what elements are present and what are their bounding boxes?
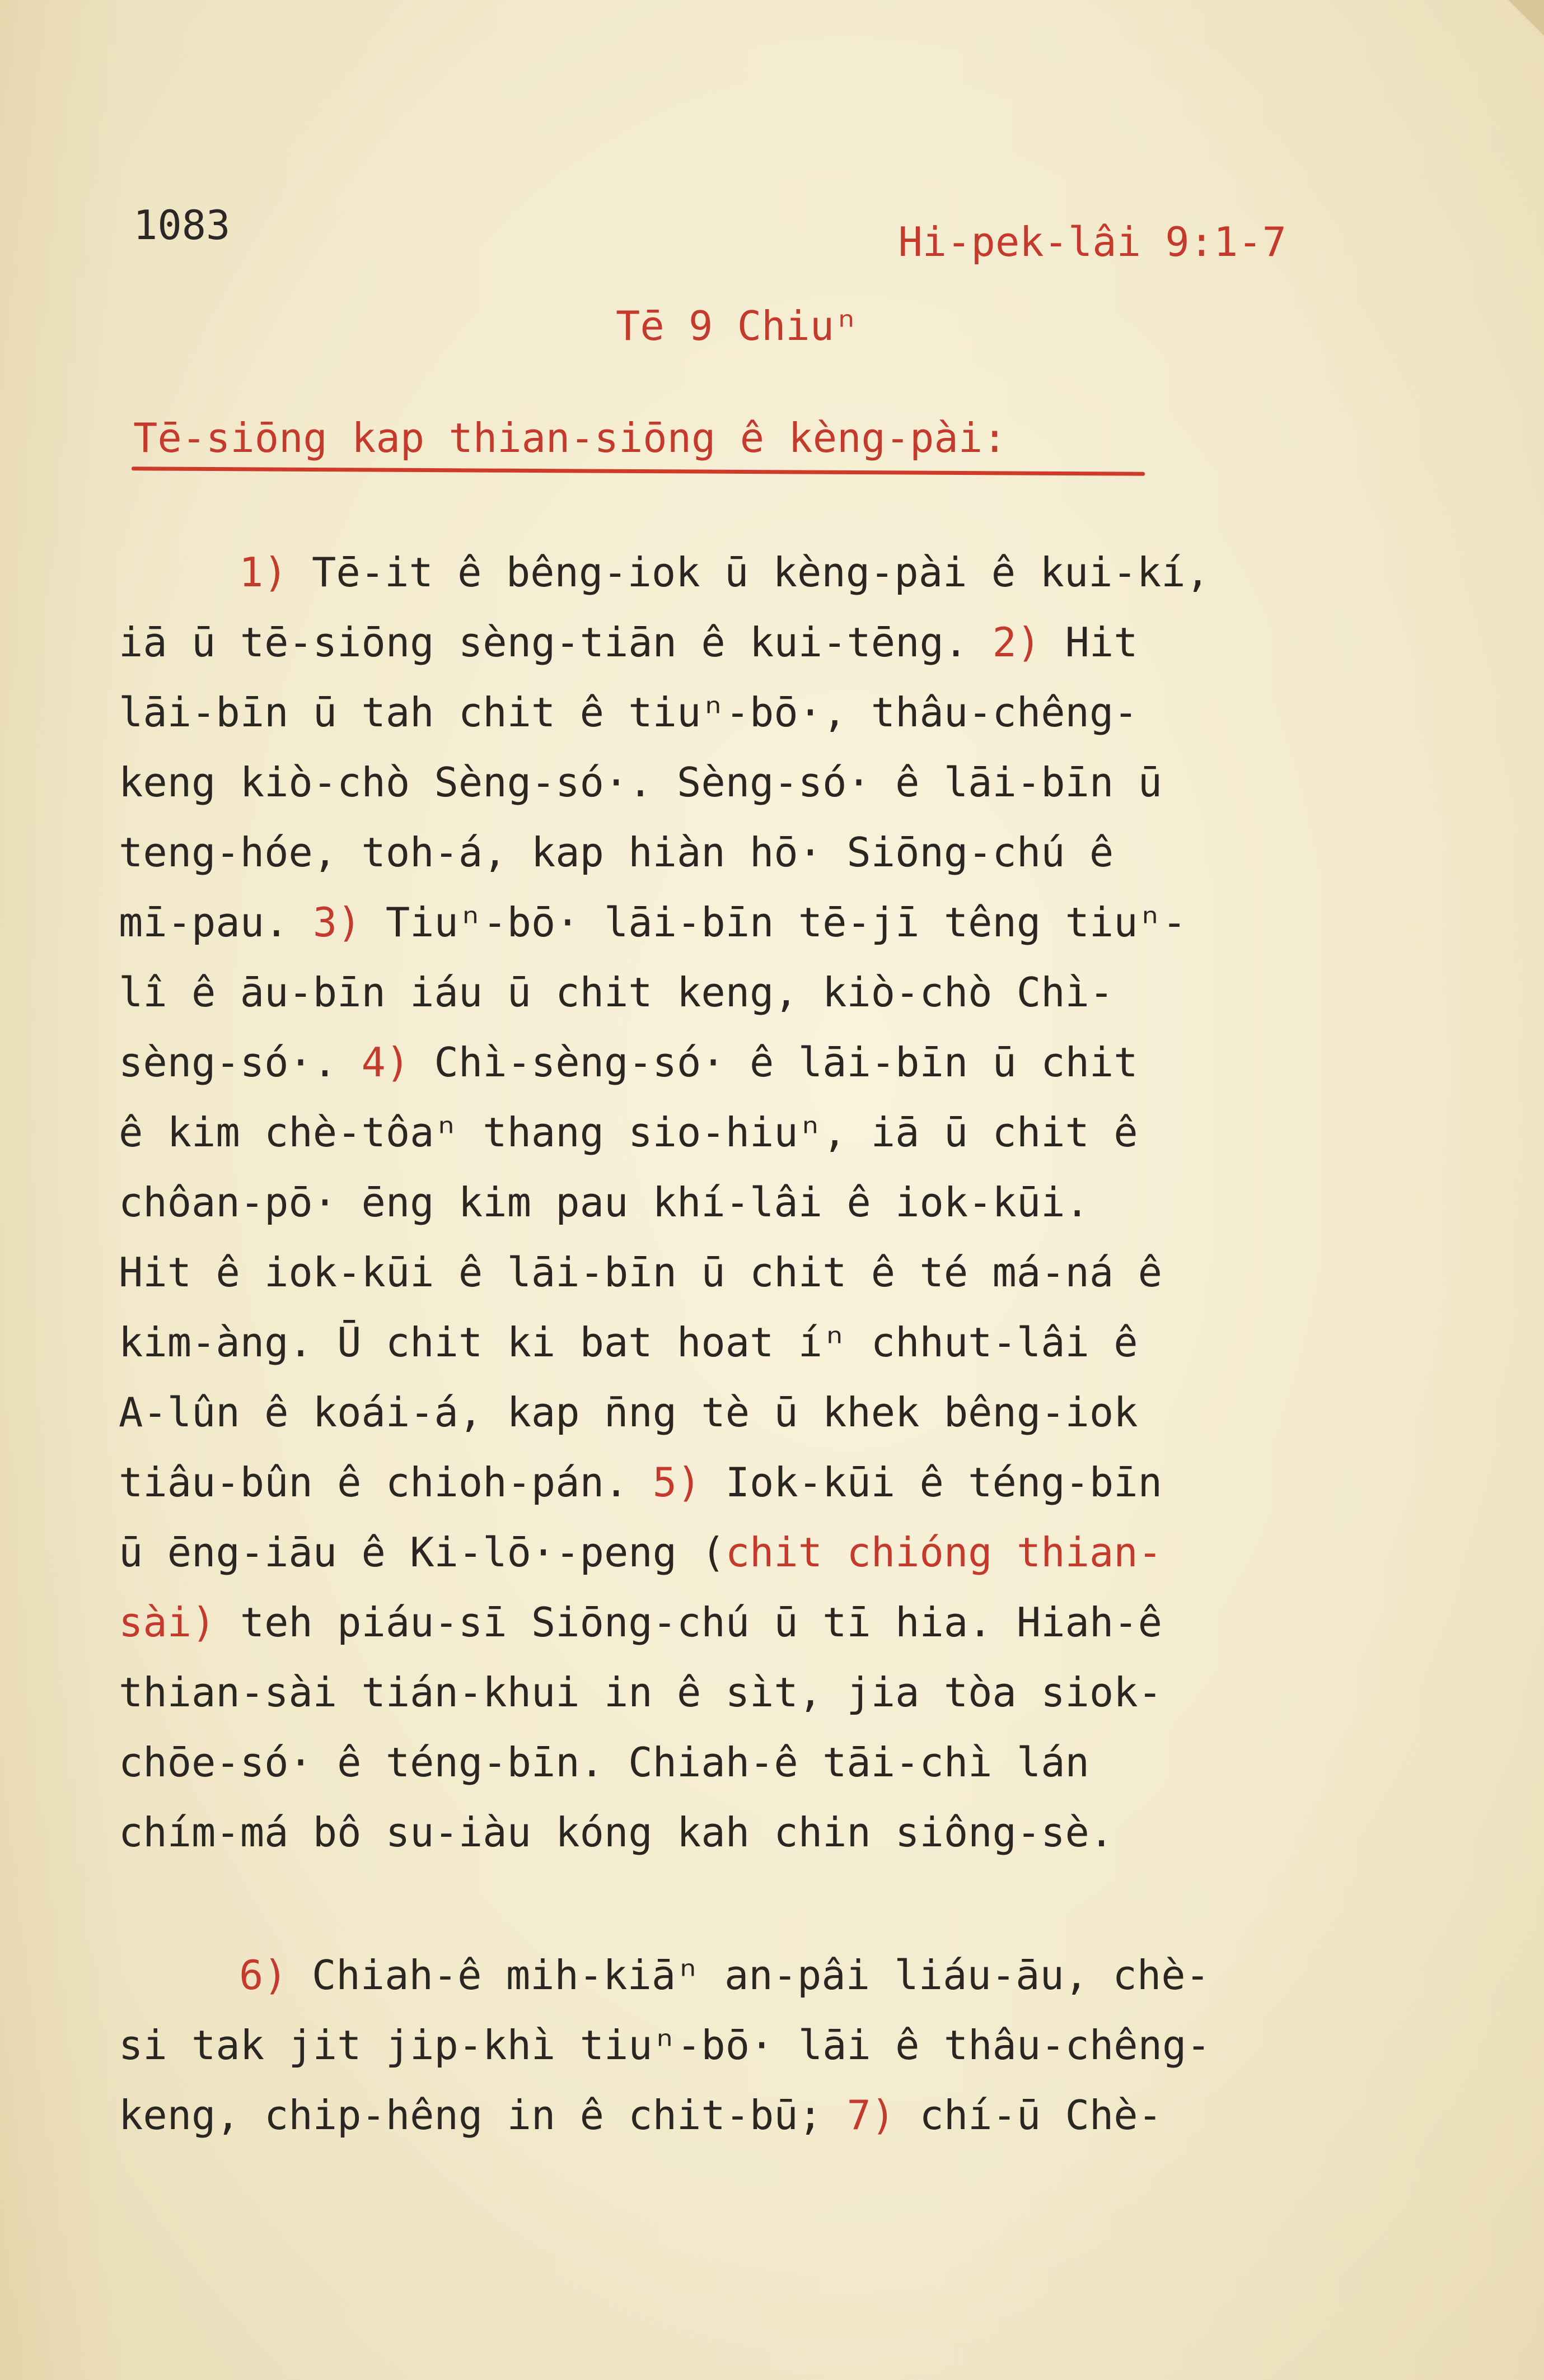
verse-text: Hit [1041,619,1138,666]
text-line [119,678,1406,748]
verse-number: 1) [239,549,288,596]
text-line [119,1940,1406,2010]
text-line [119,888,1406,958]
page-number: 1083 [133,202,231,249]
verse-text: ê kim chè-tôaⁿ thang sio-hiuⁿ, iā ū chit ê [119,1109,1138,1156]
folded-corner [1494,0,1544,50]
text-line [119,2010,1406,2080]
verse-text: teng-hóe, toh-á, kap hiàn hō· Siōng-chú ê [119,829,1114,876]
verse-number: sài) [119,1599,216,1646]
text-line [119,1588,1406,1658]
verse-text: lî ê āu-bīn iáu ū chit keng, kiò-chò Chì- [119,969,1114,1016]
text-line [119,748,1406,818]
verse-text: tiâu-bûn ê chioh-pán. [119,1459,653,1506]
verse-text: iā ū tē-siōng sèng-tiān ê kui-tēng. [119,619,993,666]
verse-number: 2) [992,619,1041,666]
verse-text: chōe-só· ê téng-bīn. Chiah-ê tāi-chì lán [119,1739,1089,1786]
text-line [119,538,1406,608]
verse-text: A-lûn ê koái-á, kap n̄ng tè ū khek bêng-iok [119,1389,1138,1436]
body-text [119,538,1406,2150]
text-line [119,2080,1406,2150]
verse-number: 3) [312,899,362,946]
verse-text: si tak jit jip-khì tiuⁿ-bō· lāi ê thâu-chêng- [119,2022,1211,2069]
text-line [119,958,1406,1028]
text-line [119,1098,1406,1168]
text-line [119,608,1406,678]
text-line [119,1798,1406,1868]
verse-text: teh piáu-sī Siōng-chú ū tī hia. Hiah-ê [216,1599,1162,1646]
verse-text: Chiah-ê mih-kiāⁿ an-pâi liáu-āu, chè- [287,1952,1210,1999]
verse-text: Tē-it ê bêng-iok ū kèng-pài ê kui-kí, [287,549,1210,596]
verse-text: thian-sài tián-khui in ê sìt, jia tòa siok- [119,1669,1162,1716]
verse-number: chit chióng thian- [725,1529,1162,1576]
text-line [119,1728,1406,1798]
running-head: Hi-pek-lâi 9:1-7 [898,218,1286,265]
verse-text: chím-má bô su-iàu kóng kah chin siông-sè. [119,1809,1114,1856]
verse-text: Iok-kūi ê téng-bīn [701,1459,1162,1506]
paragraph-gap [119,1868,1406,1940]
page-header [133,202,1286,263]
text-line [119,1448,1406,1518]
text-line [119,818,1406,888]
text-line [119,1378,1406,1448]
verse-text: keng, chip-hêng in ê chit-bū; [119,2092,847,2139]
verse-number: 6) [239,1952,288,1999]
paragraph [119,1940,1406,2150]
verse-number: 5) [652,1459,701,1506]
verse-text: Chì-sèng-só· ê lāi-bīn ū chit [410,1039,1138,1086]
text-line [119,1308,1406,1378]
text-line [119,1028,1406,1098]
text-line [119,1518,1406,1588]
verse-text: chí-ū Chè- [895,2092,1162,2139]
verse-text: mī-pau. [119,899,313,946]
verse-text: Tiuⁿ-bō· lāi-bīn tē-jī têng tiuⁿ- [361,899,1187,946]
verse-text: keng kiò-chò Sèng-só·. Sèng-só· ê lāi-bīn ū [119,759,1162,806]
verse-text: Hit ê iok-kūi ê lāi-bīn ū chit ê té má-ná ê [119,1249,1162,1296]
verse-text: chôan-pō· ēng kim pau khí-lâi ê iok-kūi. [119,1179,1089,1226]
paragraph [119,538,1406,1868]
text-line [119,1658,1406,1728]
verse-text: ū ēng-iāu ê Ki-lō·-peng ( [119,1529,726,1576]
verse-text: lāi-bīn ū tah chit ê tiuⁿ-bō·, thâu-chêng- [119,689,1138,736]
chapter-title: Tē 9 Chiuⁿ [616,302,859,349]
text-line [119,1238,1406,1308]
text-line [119,1168,1406,1238]
verse-text: kim-àng. Ū chit ki bat hoat íⁿ chhut-lâi ê [119,1319,1138,1366]
section-heading: Tē-siōng kap thian-siōng ê kèng-pài: [133,414,1007,461]
verse-number: 4) [361,1039,410,1086]
verse-text: sèng-só·. [119,1039,362,1086]
verse-number: 7) [846,2092,896,2139]
